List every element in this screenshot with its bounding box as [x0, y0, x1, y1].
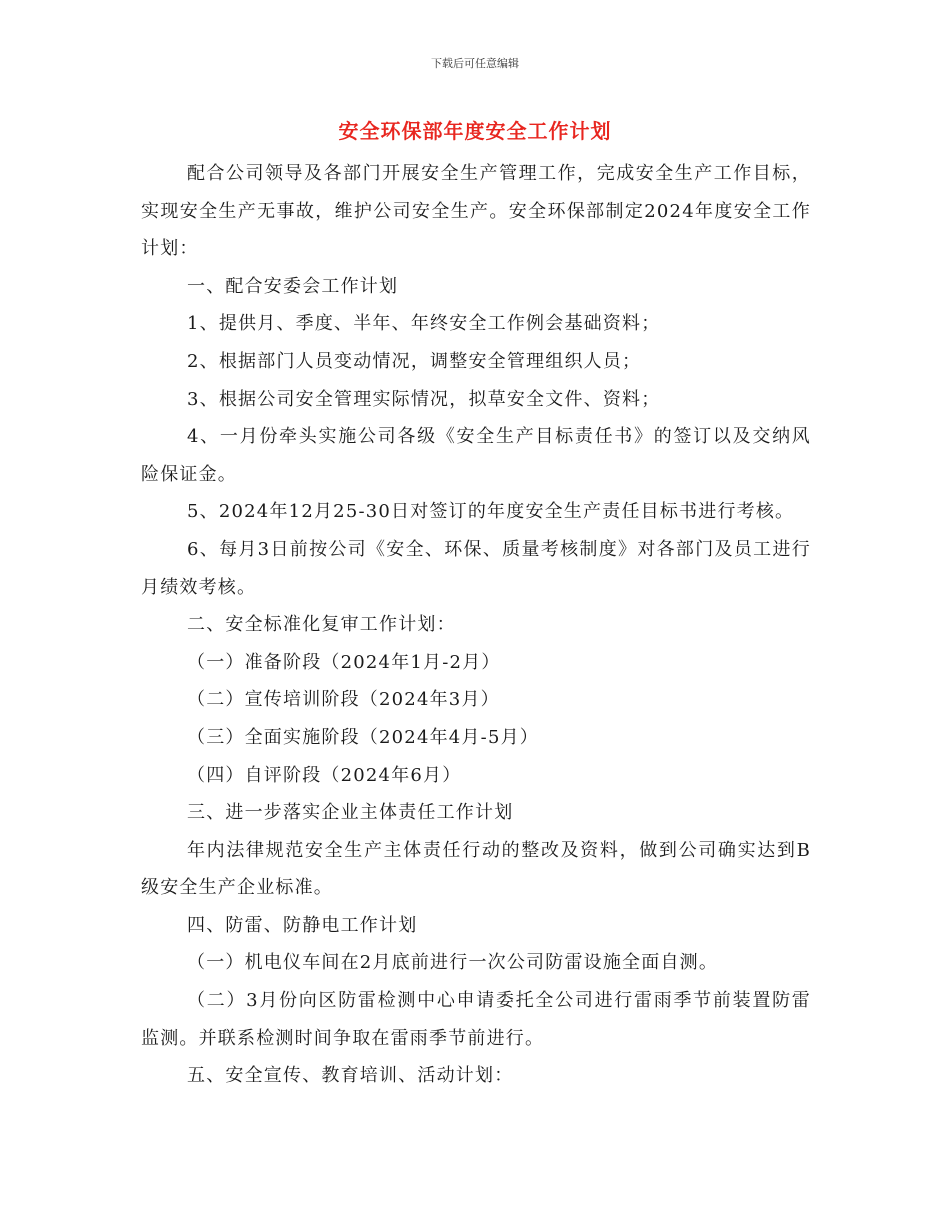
list-item: 5、2024年12月25-30日对签订的年度安全生产责任目标书进行考核。	[187, 501, 795, 523]
section-heading-5: 五、安全宣传、教育培训、活动计划：	[187, 1065, 514, 1087]
list-item: 4、一月份牵头实施公司各级《安全生产目标责任书》的签订以及交纳风险保证金。	[141, 426, 811, 485]
list-item: （三）全面实施阶段（2024年4月-5月）	[187, 726, 539, 748]
list-item: （二）宣传培训阶段（2024年3月）	[187, 689, 500, 711]
section-heading-1: 一、配合安委会工作计划	[187, 275, 399, 297]
header-note: 下载后可任意编辑	[431, 57, 519, 70]
document-body	[141, 155, 811, 1095]
section-heading-2: 二、安全标准化复审工作计划：	[187, 614, 456, 636]
list-item: 1、提供月、季度、半年、年终安全工作例会基础资料；	[187, 313, 661, 335]
section-heading-3: 三、进一步落实企业主体责任工作计划	[187, 802, 514, 824]
paragraph: 年内法律规范安全生产主体责任行动的整改及资料，做到公司确实达到B级安全生产企业标准。	[141, 839, 811, 899]
list-item: （二）3月份向区防雷检测中心申请委托全公司进行雷雨季节前装置防雷监测。并联系检测时间争取在雷雨季节前进行。	[141, 990, 811, 1049]
list-item: （一）机电仪车间在2月底前进行一次公司防雷设施全面自测。	[187, 952, 719, 974]
section-heading-4: 四、防雷、防静电工作计划	[187, 914, 418, 936]
list-item: 3、根据公司安全管理实际情况，拟草安全文件、资料；	[187, 388, 661, 410]
list-item: （一）准备阶段（2024年1月-2月）	[187, 651, 501, 673]
paragraph-intro: 配合公司领导及各部门开展安全生产管理工作，完成安全生产工作目标，实现安全生产无事故，维护公司安全生产。安全环保部制定2024年度安全工作计划：	[141, 163, 811, 260]
list-item: 6、每月3日前按公司《安全、环保、质量考核制度》对各部门及员工进行月绩效考核。	[141, 538, 811, 598]
list-item: 2、根据部门人员变动情况，调整安全管理组织人员；	[187, 350, 642, 372]
list-item: （四）自评阶段（2024年6月）	[187, 764, 462, 786]
document-title: 安全环保部年度安全工作计划	[338, 119, 612, 143]
